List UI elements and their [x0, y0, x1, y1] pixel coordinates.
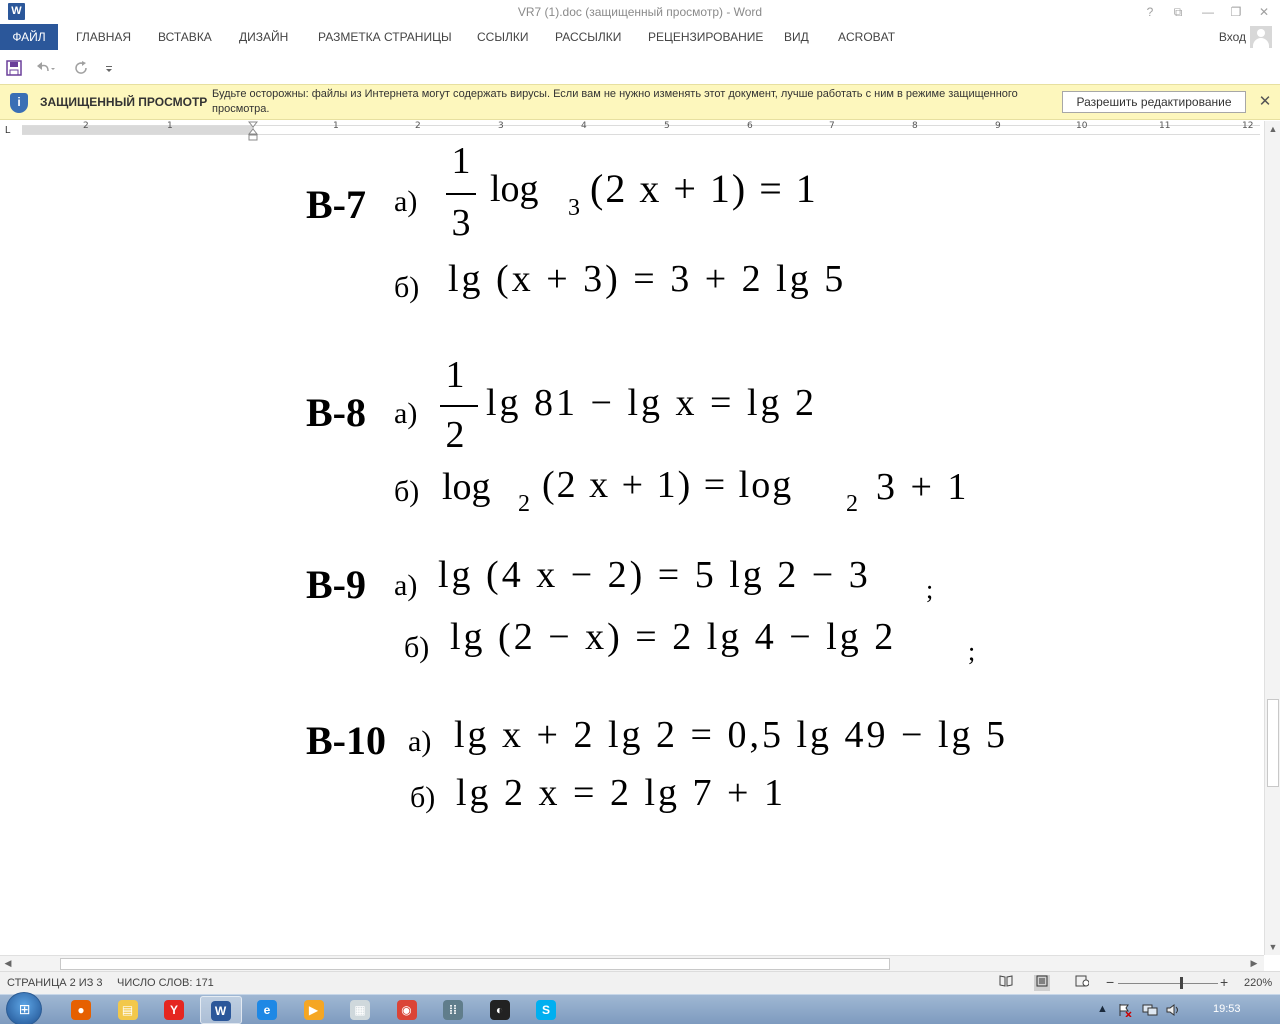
- minimize-button[interactable]: —: [1202, 5, 1214, 19]
- zoom-slider[interactable]: [1118, 983, 1218, 984]
- zoom-level[interactable]: 220%: [1244, 977, 1273, 989]
- ruler-tick: 11: [1159, 121, 1171, 131]
- ruler-strip[interactable]: [22, 125, 1260, 135]
- log-subscript: 3: [568, 195, 580, 221]
- title-bar: [0, 0, 1280, 24]
- ruler-tick: 3: [498, 121, 504, 131]
- ruler-tick: 1: [167, 121, 173, 131]
- close-icon[interactable]: ✕: [1258, 93, 1272, 110]
- equation-text: (2 x + 1) = 1: [590, 166, 818, 211]
- tab-file[interactable]: ФАЙЛ: [0, 24, 58, 50]
- log-subscript: 2: [846, 491, 858, 517]
- taskbar-explorer-button[interactable]: [107, 996, 149, 1024]
- item-label: б): [394, 271, 420, 304]
- ruler-tick: 9: [995, 121, 1001, 131]
- equation-text: lg (2 − x) = 2 lg 4 − lg 2: [450, 616, 897, 658]
- tab-design[interactable]: ДИЗАЙН: [239, 30, 289, 44]
- tray-expand-icon[interactable]: ▲: [1097, 1003, 1108, 1015]
- tab-acrobat[interactable]: ACROBAT: [838, 30, 896, 44]
- enable-editing-button[interactable]: Разрешить редактирование: [1062, 91, 1246, 113]
- item-label: а): [394, 185, 418, 218]
- protected-view-bar: [0, 84, 1280, 120]
- tab-mailings[interactable]: РАССЫЛКИ: [555, 30, 622, 44]
- variant-label: В-7: [306, 182, 366, 227]
- fraction-numerator: 1: [445, 354, 465, 396]
- horizontal-scroll-thumb[interactable]: [60, 958, 890, 970]
- semicolon: ;: [926, 575, 934, 604]
- indent-marker[interactable]: [248, 121, 258, 141]
- windows-taskbar: [0, 994, 1280, 1024]
- scroll-right-icon[interactable]: ▶: [1250, 958, 1258, 968]
- equation-text: lg (4 x − 2) = 5 lg 2 − 3: [438, 554, 871, 596]
- tab-home[interactable]: ГЛАВНАЯ: [76, 30, 132, 44]
- flag-icon[interactable]: [1118, 1003, 1132, 1020]
- scroll-up-icon[interactable]: ▲: [1268, 124, 1278, 134]
- status-bar: [0, 971, 1280, 994]
- item-label: а): [394, 397, 418, 430]
- record-icon: ◐: [490, 1000, 510, 1020]
- redo-icon[interactable]: [74, 60, 90, 80]
- explorer-icon: ▤: [118, 1000, 138, 1020]
- windows-logo-icon: ⊞: [18, 1001, 31, 1017]
- apps-grid-icon: ⁞⁞: [443, 1000, 463, 1020]
- chrome-icon: ◉: [397, 1000, 417, 1020]
- taskbar-calculator-button[interactable]: [339, 996, 381, 1024]
- taskbar-yandex-button[interactable]: [153, 996, 195, 1024]
- undo-icon[interactable]: [34, 60, 56, 80]
- scroll-down-icon[interactable]: ▼: [1268, 942, 1278, 952]
- tab-review[interactable]: РЕЦЕНЗИРОВАНИЕ: [648, 30, 764, 44]
- word-icon: W: [211, 1001, 231, 1021]
- protected-view-message: Будьте осторожны: файлы из Интернета могут содержать вирусы. Если вам не нужно изменять этот документ, лучше работать с ним в режиме защищенного просмотра.: [212, 88, 1018, 115]
- horizontal-scrollbar[interactable]: [0, 955, 1264, 971]
- ie-icon: e: [257, 1000, 277, 1020]
- taskbar-skype-button[interactable]: [525, 996, 567, 1024]
- taskbar-apps-grid-button[interactable]: [432, 996, 474, 1024]
- equation-text: log: [490, 168, 539, 210]
- clock[interactable]: 19:53: [1213, 1003, 1241, 1015]
- ruler-tick: 2: [415, 121, 421, 131]
- zoom-in-button[interactable]: +: [1220, 974, 1229, 990]
- sign-in-link[interactable]: Вход: [1218, 30, 1246, 44]
- ruler-tick: 2: [83, 121, 89, 131]
- close-button[interactable]: ✕: [1258, 5, 1270, 19]
- ruler-tick: 5: [664, 121, 670, 131]
- document-area[interactable]: [0, 143, 1264, 955]
- protected-view-title: ЗАЩИЩЕННЫЙ ПРОСМОТР: [40, 95, 208, 109]
- taskbar-firefox-button[interactable]: [60, 996, 102, 1024]
- window-title: VR7 (1).doc (защищенный просмотр) - Word: [517, 5, 763, 19]
- item-label: б): [404, 631, 430, 664]
- media-player-icon: ▶: [304, 1000, 324, 1020]
- volume-icon[interactable]: [1166, 1003, 1182, 1020]
- ruler-tick: 6: [747, 121, 753, 131]
- vertical-scrollbar[interactable]: [1264, 121, 1280, 955]
- scroll-left-icon[interactable]: ◀: [4, 958, 12, 968]
- avatar[interactable]: [1250, 26, 1272, 48]
- calculator-icon: ▦: [350, 1000, 370, 1020]
- ruler-tick: 1: [333, 121, 339, 131]
- equation-text: 3 + 1: [876, 466, 970, 508]
- shield-info-icon: i: [10, 93, 28, 113]
- item-label: б): [410, 781, 436, 814]
- fraction-denominator: 3: [451, 202, 471, 244]
- item-label: б): [394, 475, 420, 508]
- quick-access-toolbar: [0, 58, 1280, 82]
- semicolon: ;: [968, 637, 976, 666]
- web-layout-icon[interactable]: [1074, 975, 1090, 991]
- tab-page-layout[interactable]: РАЗМЕТКА СТРАНИЦЫ: [318, 30, 452, 44]
- ruler-tick: 10: [1076, 121, 1088, 131]
- yandex-icon: Y: [164, 1000, 184, 1020]
- network-icon[interactable]: [1142, 1003, 1158, 1020]
- equation-text: log: [442, 466, 491, 508]
- taskbar-chrome-button[interactable]: [386, 996, 428, 1024]
- vertical-scroll-thumb[interactable]: [1267, 699, 1279, 787]
- variant-label: В-8: [306, 390, 366, 435]
- ruler-left-margin: [22, 126, 254, 134]
- page-indicator[interactable]: СТРАНИЦА 2 ИЗ 3: [7, 977, 103, 989]
- taskbar-word-button[interactable]: [200, 996, 242, 1024]
- tab-references[interactable]: ССЫЛКИ: [477, 30, 529, 44]
- horizontal-ruler: [0, 121, 1264, 143]
- variant-label: В-10: [306, 718, 386, 763]
- word-app-icon[interactable]: W: [8, 3, 25, 20]
- taskbar-media-player-button[interactable]: [293, 996, 335, 1024]
- taskbar-ie-button[interactable]: [246, 996, 288, 1024]
- customize-icon[interactable]: [104, 60, 114, 80]
- fraction-denominator: 2: [445, 414, 465, 456]
- taskbar-record-button[interactable]: [479, 996, 521, 1024]
- ruler-tick: 12: [1242, 121, 1254, 131]
- fraction-numerator: 1: [451, 143, 471, 182]
- equation-text: lg 81 − lg x = lg 2: [486, 382, 818, 424]
- firefox-icon: ●: [71, 1000, 91, 1020]
- save-icon[interactable]: [6, 60, 22, 80]
- tab-view[interactable]: ВИД: [784, 30, 809, 44]
- equation-text: lg x + 2 lg 2 = 0,5 lg 49 − lg 5: [454, 714, 1009, 756]
- zoom-slider-thumb[interactable]: [1180, 977, 1183, 989]
- help-icon[interactable]: ?: [1146, 5, 1154, 19]
- word-count[interactable]: ЧИСЛО СЛОВ: 171: [117, 977, 214, 989]
- ruler-tick: 7: [829, 121, 835, 131]
- variant-label: В-9: [306, 562, 366, 607]
- ruler-tick: 4: [581, 121, 587, 131]
- read-mode-icon[interactable]: [998, 975, 1014, 991]
- item-label: а): [394, 569, 418, 602]
- log-subscript: 2: [518, 491, 530, 517]
- skype-icon: S: [536, 1000, 556, 1020]
- ribbon-display-options-icon[interactable]: ⧉: [1173, 5, 1183, 19]
- fraction-bar: [446, 193, 476, 195]
- item-label: а): [408, 725, 432, 758]
- fraction-bar: [440, 405, 478, 407]
- equation-text: (2 x + 1) = log: [542, 464, 794, 506]
- tab-insert[interactable]: ВСТАВКА: [158, 30, 212, 44]
- print-layout-icon[interactable]: [1034, 975, 1050, 991]
- restore-button[interactable]: ❐: [1230, 5, 1242, 19]
- zoom-out-button[interactable]: −: [1106, 974, 1115, 990]
- ruler-tick: 8: [912, 121, 918, 131]
- equation-text: lg (x + 3) = 3 + 2 lg 5: [448, 258, 847, 300]
- equation-text: lg 2 x = 2 lg 7 + 1: [456, 772, 786, 814]
- tab-selector[interactable]: L: [5, 125, 11, 136]
- ribbon-tabs: [0, 24, 1280, 50]
- start-button[interactable]: [6, 992, 42, 1024]
